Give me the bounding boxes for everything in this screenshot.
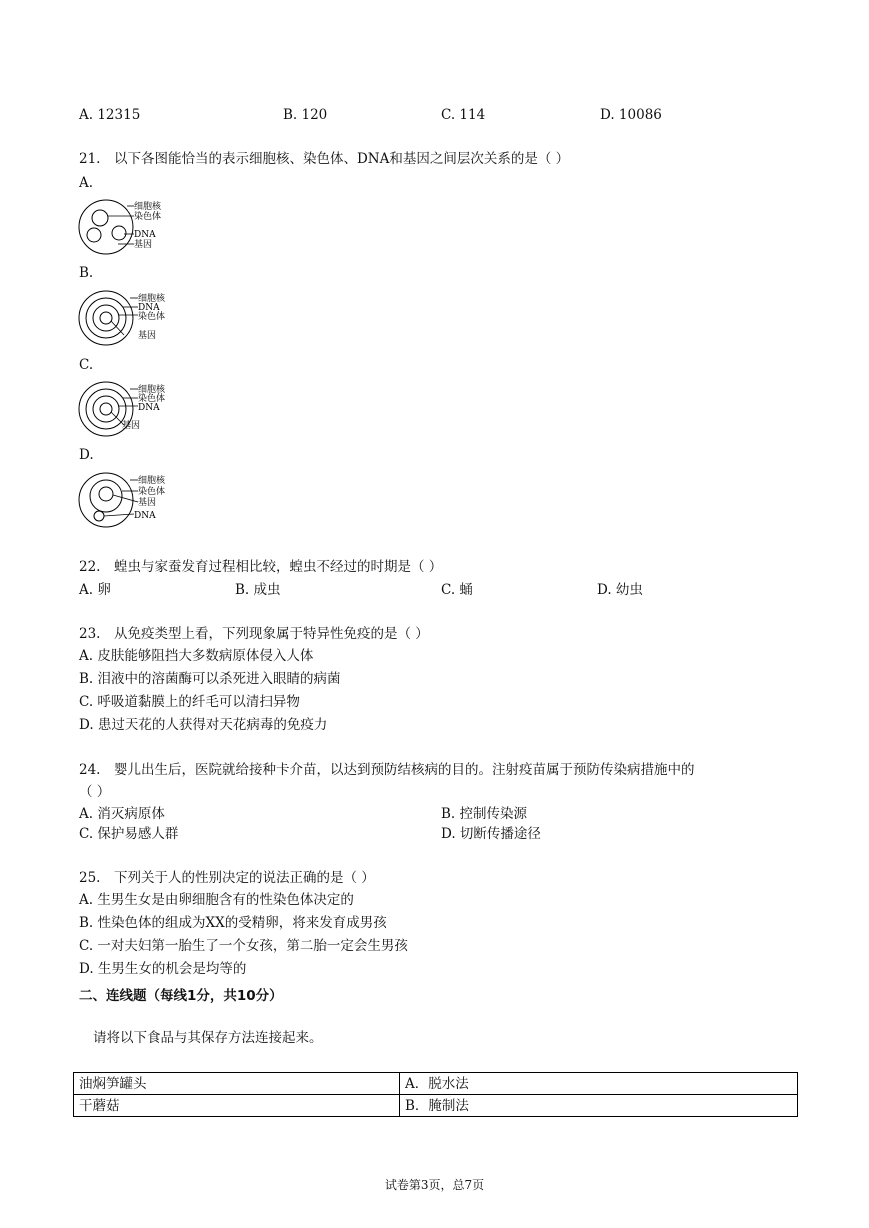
q21-diagram-a	[78, 198, 168, 256]
option-a: A. 生男生女是由卵细胞含有的性染色体决定的	[79, 892, 354, 908]
method-cell: A．脱水法	[400, 1073, 798, 1095]
label-gene: 基因	[138, 498, 157, 508]
label-gene: 基因	[138, 331, 157, 341]
option-c: C. 呼吸道黏膜上的纤毛可以清扫异物	[79, 694, 300, 710]
option-d: D. 10086	[600, 107, 662, 123]
question-24-blank: （ ）	[79, 784, 111, 800]
q21-diagram-b	[78, 289, 173, 347]
label-dna: DNA	[134, 511, 156, 521]
label-chromosome: 染色体	[138, 312, 166, 322]
option-b: B. 控制传染源	[441, 806, 528, 822]
table-row	[74, 1095, 798, 1117]
food-cell: 干蘑菇	[74, 1095, 400, 1117]
label-nucleus: 细胞核	[138, 294, 166, 304]
option-c: C. 保护易感人群	[79, 826, 179, 842]
label-gene: 基因	[134, 240, 153, 250]
label-nucleus: 细胞核	[138, 476, 166, 486]
question-22-stem: 22. 蝗虫与家蚕发育过程相比较，蝗虫不经过的时期是（ ）	[79, 559, 443, 575]
table-row	[74, 1073, 798, 1095]
option-b: B. 120	[283, 107, 328, 123]
label-dna: DNA	[134, 230, 156, 240]
q21-option-b-letter: B.	[79, 265, 94, 281]
label-chromosome: 染色体	[138, 487, 166, 497]
option-a: A. 12315	[79, 107, 141, 123]
q21-diagram-d	[78, 471, 173, 529]
method-cell: B．腌制法	[400, 1095, 798, 1117]
option-a: A. 卵	[79, 582, 111, 598]
option-d: D. 切断传播途径	[441, 826, 541, 842]
option-b: B. 成虫	[235, 582, 281, 598]
label-gene: 基因	[122, 421, 141, 431]
label-chromosome: 染色体	[134, 212, 162, 222]
question-24-stem: 24. 婴儿出生后，医院就给接种卡介苗，以达到预防结核病的目的。注射疫苗属于预防传染病措施中的	[79, 762, 695, 778]
option-b: B. 性染色体的组成为XX的受精卵，将来发育成男孩	[79, 915, 387, 931]
label-dna: DNA	[138, 403, 160, 413]
option-c: C. 114	[441, 107, 486, 123]
food-cell: 油焖笋罐头	[74, 1073, 400, 1095]
label-nucleus: 细胞核	[134, 202, 162, 212]
q21-option-c-letter: C.	[79, 357, 94, 373]
option-d: D. 生男生女的机会是均等的	[79, 961, 247, 977]
page-footer: 试卷第3页，总7页	[384, 1178, 485, 1192]
option-d: D. 幼虫	[597, 582, 643, 598]
label-chromosome: 染色体	[138, 394, 166, 404]
option-c: C. 蛹	[441, 582, 473, 598]
q21-option-d-letter: D.	[79, 447, 94, 463]
option-a: A. 皮肤能够阻挡大多数病原体侵入人体	[79, 648, 314, 664]
q21-diagram-c	[78, 380, 173, 438]
label-dna: DNA	[138, 303, 160, 313]
question-21-stem: 21. 以下各图能恰当的表示细胞核、染色体、DNA和基因之间层次关系的是（ ）	[79, 151, 570, 167]
q21-option-a-letter: A.	[79, 175, 94, 191]
option-a: A. 消灭病原体	[79, 806, 165, 822]
question-23-stem: 23. 从免疫类型上看，下列现象属于特异性免疫的是（ ）	[79, 626, 429, 642]
matching-table	[73, 1072, 798, 1117]
option-b: B. 泪液中的溶菌酶可以杀死进入眼睛的病菌	[79, 671, 341, 687]
section-heading: 二、连线题（每线1分，共10分）	[79, 988, 283, 1004]
label-nucleus: 细胞核	[138, 385, 166, 395]
option-d: D. 患过天花的人获得对天花病毒的免疫力	[79, 717, 328, 733]
question-25-stem: 25. 下列关于人的性别决定的说法正确的是（ ）	[79, 870, 375, 886]
option-c: C. 一对夫妇第一胎生了一个女孩，第二胎一定会生男孩	[79, 938, 408, 954]
section-instruction: 请将以下食品与其保存方法连接起来。	[93, 1030, 323, 1046]
